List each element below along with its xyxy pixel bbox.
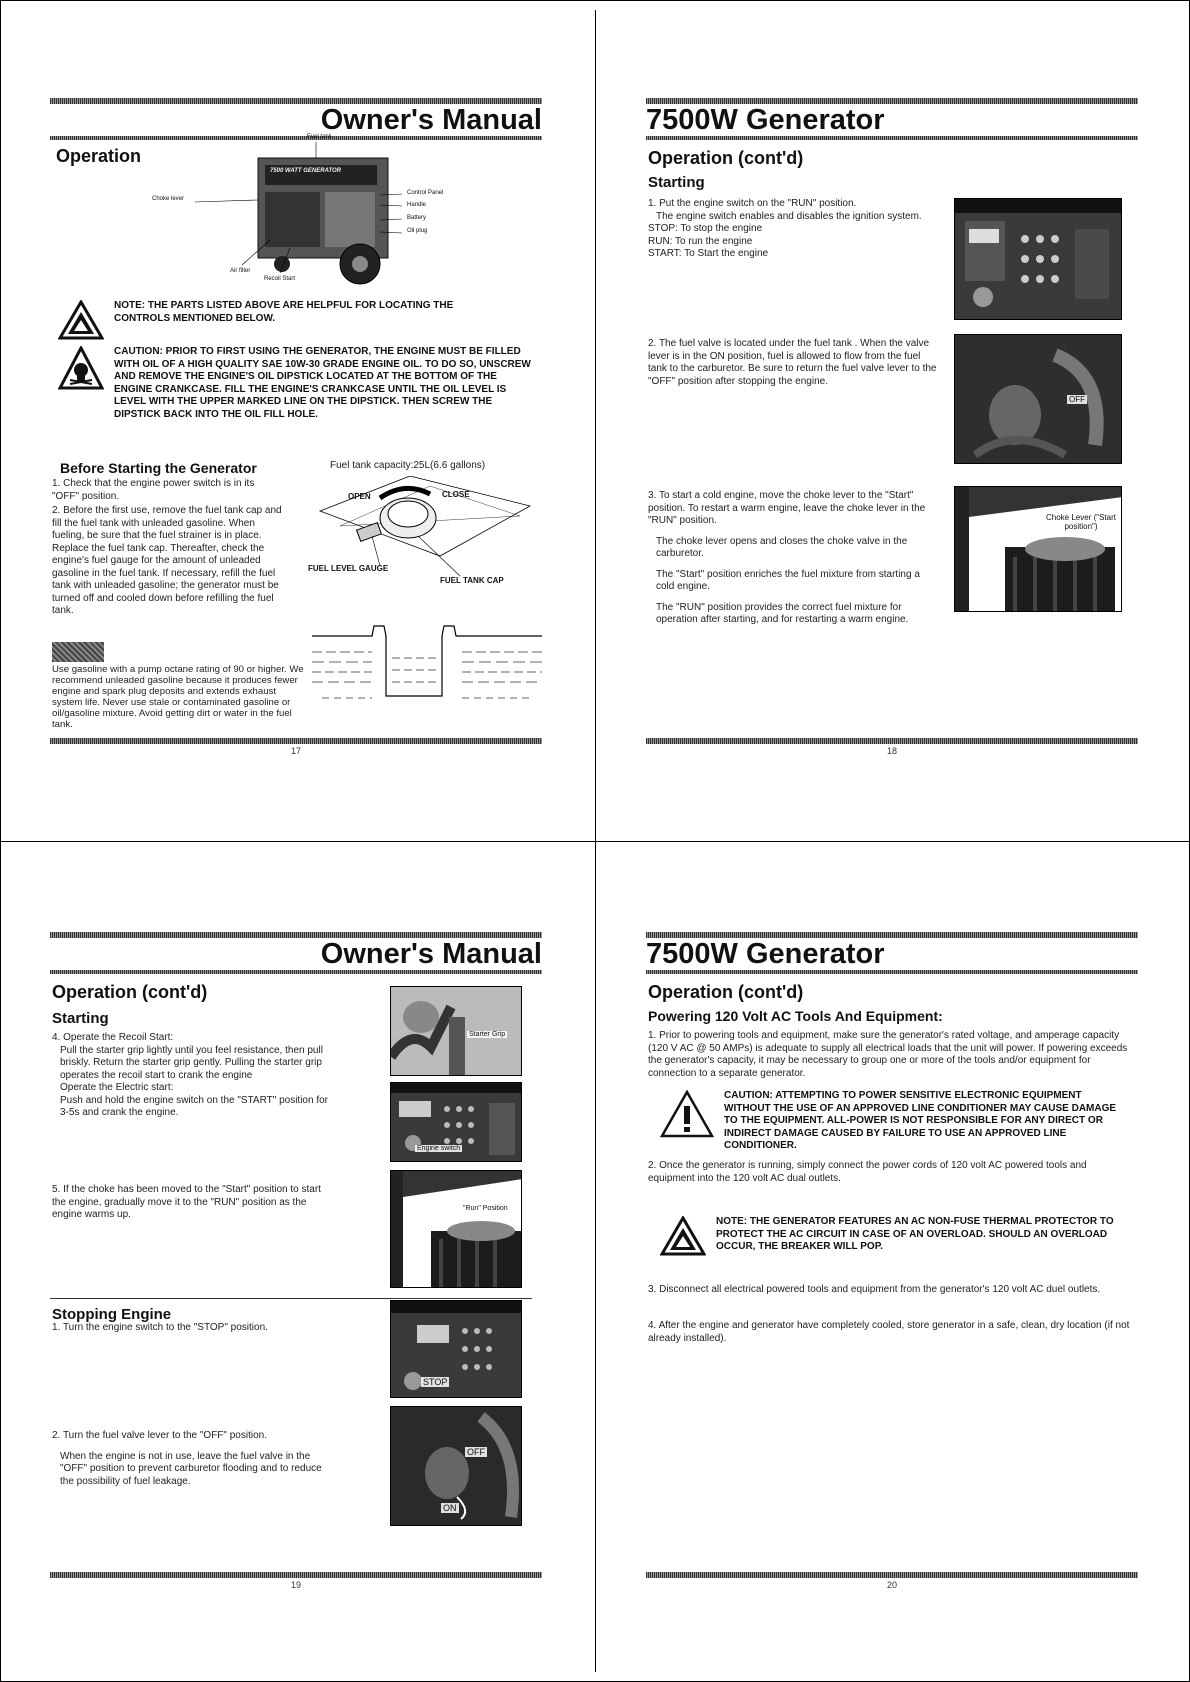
step-2-text: 2. The fuel valve is located under the fuel tank . When the valve lever is in the ON position, fuel is allowed to flow from the fuel tank to the carburetor. Be sure to return the fuel valve lever to the "OFF" position after stopping the engine. bbox=[648, 338, 937, 387]
page-number: 17 bbox=[290, 746, 301, 756]
subsection-title: Starting bbox=[648, 174, 705, 191]
page-number: 20 bbox=[886, 1580, 897, 1590]
label-handle: Handle bbox=[407, 202, 427, 208]
warning-triangle-icon bbox=[660, 1216, 706, 1256]
stop-step-2-block bbox=[52, 1430, 332, 1488]
label-recoil-start: Recoil Start bbox=[264, 276, 296, 282]
subsection-title: Starting bbox=[52, 1010, 109, 1027]
caution-block bbox=[660, 1090, 1130, 1153]
photo-label-run-position: "Run" Position bbox=[463, 1205, 508, 1212]
label-control-panel: Control Panel bbox=[407, 190, 444, 196]
page-footer bbox=[646, 1572, 1138, 1590]
photo-fuel-valve-off bbox=[390, 1406, 522, 1526]
hazard-skull-icon bbox=[58, 346, 104, 392]
note-block bbox=[660, 1216, 1138, 1256]
step-1-line: START: To Start the engine bbox=[648, 248, 769, 259]
step-4-text: 4. After the engine and generator have completely cooled, store generator in a safe, clean, dry location (if not already installed). bbox=[648, 1320, 1130, 1344]
step-1-line: STOP: To stop the engine bbox=[648, 223, 763, 234]
label-fuel-tank: Fuel tank bbox=[307, 134, 332, 140]
photo-label-stop: STOP bbox=[423, 1377, 448, 1387]
page-number: 19 bbox=[290, 1580, 301, 1590]
step-4-block bbox=[52, 1032, 332, 1120]
horizontal-divider bbox=[0, 841, 1190, 842]
caution-block bbox=[58, 346, 542, 421]
step-3-text: 3. Disconnect all electrical powered tools and equipment from the generator's 120 volt AC duel outlets. bbox=[648, 1284, 1101, 1295]
photo-label-off: OFF bbox=[1069, 395, 1085, 404]
stop-step-1: 1. Turn the engine switch to the "STOP" position. bbox=[52, 1322, 268, 1333]
section-title: Operation (cont'd) bbox=[648, 982, 804, 1002]
photo-choke-lever bbox=[954, 486, 1122, 612]
footer-rule bbox=[646, 738, 1138, 744]
step-1-line: 1. Put the engine switch on the "RUN" position. bbox=[648, 198, 857, 209]
note-text: NOTE: THE PARTS LISTED ABOVE ARE HELPFUL FOR LOCATING THE CONTROLS MENTIONED BELOW. bbox=[114, 300, 454, 324]
generator-illustration bbox=[140, 140, 450, 290]
photo-label-choke: Choke Lever ("Start position") bbox=[1041, 513, 1121, 531]
photo-engine-switch bbox=[390, 1082, 522, 1162]
section-title: Operation (cont'd) bbox=[648, 148, 804, 168]
fuel-strainer-illustration bbox=[312, 618, 542, 708]
caution-text: CAUTION: ATTEMPTING TO POWER SENSITIVE ELECTRONIC EQUIPMENT WITHOUT THE USE OF AN APPROVED LINE CONDITIONER MAY CAUSE DAMAGE TO THE EQUIPMENT. ALL-POWER IS NOT RESPONSIBLE FOR ANY DIRECT OR INDIRECT DAMAGE CAUSED BY FAILURE TO USE AN APPROVED LINE CONDITIONER. bbox=[724, 1090, 1117, 1151]
step-4-line: 4. Operate the Recoil Start: bbox=[52, 1032, 174, 1043]
steps-list bbox=[52, 478, 284, 618]
step-3-para: The choke lever opens and closes the choke valve in the carburetor. bbox=[656, 535, 908, 559]
step-2-text: 2. Once the generator is running, simply connect the power cords of 120 volt AC powered tools and equipment into the 120 volt AC dual outlets. bbox=[648, 1160, 1087, 1184]
generator-diagram bbox=[140, 134, 450, 290]
fuel-valve-photo bbox=[955, 335, 1122, 464]
header-rule bbox=[50, 970, 542, 974]
step-1-block bbox=[648, 198, 928, 261]
subsection-title: Before Starting the Generator bbox=[60, 460, 257, 476]
footer-rule bbox=[50, 738, 542, 744]
footer-rule bbox=[646, 1572, 1138, 1578]
fuel-capacity: Fuel tank capacity:25L(6.6 gallons) bbox=[330, 460, 486, 471]
stopping-title: Stopping Engine bbox=[52, 1306, 172, 1323]
note-text: NOTE: THE GENERATOR FEATURES AN AC NON-FUSE THERMAL PROTECTOR TO PROTECT THE AC CIRCUIT IN CASE OF AN OVERLOAD. SHOULD AN OVERLOAD OCCUR, THE BREAKER WILL POP. bbox=[716, 1216, 1114, 1252]
step-1-line: The engine switch enables and disables the ignition system. bbox=[656, 210, 922, 222]
stop-step-2: 2. Turn the fuel valve lever to the "OFF" position. bbox=[52, 1430, 267, 1441]
step-3-para: The "RUN" position provides the correct fuel mixture for operation after starting, and for restarting a warm engine. bbox=[656, 601, 909, 625]
control-panel-photo bbox=[955, 199, 1122, 320]
caution-text: CAUTION: PRIOR TO FIRST USING THE GENERATOR, THE ENGINE MUST BE FILLED WITH OIL OF A HIGH QUALITY SAE 10W-30 GRADE ENGINE OIL. TO DO SO, UNSCREW AND REMOVE THE ENGINE'S OIL DIPSTICK LOCATED AT THE BOTTOM OF THE ENGINE CRANKCASE. FILL THE ENGINE'S CRANKCASE UNTIL THE OIL LEVEL IS LEVEL WITH THE UPPER MARKED LINE ON THE DIPSTICK. THEN SCREW THE DIPSTICK BACK INTO THE OIL FILL HOLE. bbox=[114, 346, 531, 420]
step-3-para: 3. To start a cold engine, move the choke lever to the "Start" position. To restart a warm engine, leave the choke lever in the "RUN" position. bbox=[648, 490, 926, 526]
product-badge: 7500 WATT GENERATOR bbox=[270, 168, 342, 174]
photo-run-position bbox=[390, 1170, 522, 1288]
section-title: Operation bbox=[56, 146, 142, 166]
stop-step-2-note: When the engine is not in use, leave the fuel valve in the "OFF" position to prevent carburetor flooding and to reduce the possibility of fuel leakage. bbox=[60, 1450, 322, 1487]
step-4-line: Pull the starter grip lightly until you feel resistance, then pull briskly. Return the starter grip gently. Pulling the starter grip operates the recoil start to crank the engine bbox=[60, 1044, 323, 1081]
fuel-cap-diagram bbox=[300, 476, 540, 596]
photo-label-on: ON bbox=[443, 1503, 457, 1513]
page-footer bbox=[50, 1572, 542, 1590]
stop-switch-photo bbox=[391, 1301, 522, 1398]
photo-label-starter-grip: Starter Grip bbox=[469, 1031, 506, 1038]
warning-triangle-icon bbox=[58, 300, 104, 340]
photo-stop-switch bbox=[390, 1300, 522, 1398]
step-4-line: Push and hold the engine switch on the "START" position for 3-5s and crank the engine. bbox=[60, 1094, 328, 1118]
step-4-line: Operate the Electric start: bbox=[60, 1082, 174, 1093]
section-divider bbox=[50, 1298, 532, 1299]
fuel-cap-illustration bbox=[300, 476, 540, 596]
step-1-text: 1. Prior to powering tools and equipment, make sure the generator's rated voltage, and amperage capacity (120 V AC @ 50 AMPs) is adequate to supply all electrical loads that the unit will power. If powering exceeds the generator's capacity, it may be necessary to group one or more of the tools and/or equipment for connection to a separate generator. bbox=[648, 1030, 1128, 1079]
page-footer bbox=[646, 738, 1138, 756]
label-air-filter: Air filter bbox=[230, 268, 251, 274]
warning-exclamation-icon bbox=[660, 1090, 714, 1140]
label-choke-lever: Choke lever bbox=[152, 196, 185, 202]
photo-label-engine-switch: Engine switch bbox=[417, 1145, 461, 1152]
photo-label-off: OFF bbox=[467, 1447, 485, 1457]
label-open: OPEN bbox=[348, 492, 371, 501]
page-title: Owner's Manual bbox=[320, 104, 542, 136]
section-title: Operation (cont'd) bbox=[52, 982, 208, 1002]
subsection-title: Powering 120 Volt AC Tools And Equipment: bbox=[648, 1008, 943, 1024]
step-1-line: RUN: To run the engine bbox=[648, 235, 753, 247]
label-close: CLOSE bbox=[442, 490, 470, 499]
step-3-block bbox=[648, 490, 940, 627]
photo-fuel-valve bbox=[954, 334, 1122, 464]
photo-control-panel bbox=[954, 198, 1122, 320]
page-number: 18 bbox=[886, 746, 897, 756]
run-position-photo bbox=[391, 1171, 522, 1288]
photo-starter-grip bbox=[390, 986, 522, 1076]
page-title: Owner's Manual bbox=[320, 938, 542, 970]
header-rule bbox=[646, 136, 1138, 140]
fuel-strainer-diagram bbox=[312, 618, 542, 708]
header-rule bbox=[646, 970, 1138, 974]
label-oil-plug: Oil plug bbox=[407, 228, 428, 234]
step-3-para: The "Start" position enriches the fuel mixture from starting a cold engine. bbox=[656, 568, 920, 592]
choke-lever-photo bbox=[955, 487, 1122, 612]
page-19 bbox=[50, 932, 542, 1592]
footer-rule bbox=[50, 1572, 542, 1578]
label-fuel-tank-cap: FUEL TANK CAP bbox=[440, 576, 504, 585]
step-1: 1. Check that the engine power switch is in its "OFF" position. bbox=[52, 478, 255, 502]
label-battery: Battery bbox=[407, 215, 427, 221]
page-20 bbox=[646, 932, 1138, 1592]
page-18 bbox=[646, 98, 1138, 758]
page-title: 7500W Generator bbox=[646, 104, 885, 136]
label-fuel-level-gauge: FUEL LEVEL GAUGE bbox=[308, 564, 389, 573]
note-block bbox=[58, 300, 538, 340]
step-5-text: 5. If the choke has been moved to the "Start" position to start the engine, gradually move it to the "RUN" position as the engine warms up. bbox=[52, 1184, 321, 1220]
page-title: 7500W Generator bbox=[646, 938, 885, 970]
page-footer bbox=[50, 738, 542, 756]
step-2: 2. Before the first use, remove the fuel tank cap and fill the fuel tank with unleaded gasoline. When fueling, be sure that the fuel strainer is in place. Replace the fuel tank cap. Thereafter, check the engine's fuel gauge for the amount of unleaded gasoline in the fuel tank. If necessary, refill the fuel tank with unleaded gasoline; the generator must be turned off and cooled down before refilling the fuel tank. bbox=[52, 505, 282, 616]
gasoline-note: Use gasoline with a pump octane rating of 90 or higher. We recommend unleaded gasoline because it produces fewer engine and spark plug deposits and extends exhaust system life. Never use stale or contaminated gasoline or oil/gasoline mixture. Avoid getting dirt or water in the fuel tank. bbox=[52, 664, 304, 730]
page-17 bbox=[50, 98, 542, 758]
